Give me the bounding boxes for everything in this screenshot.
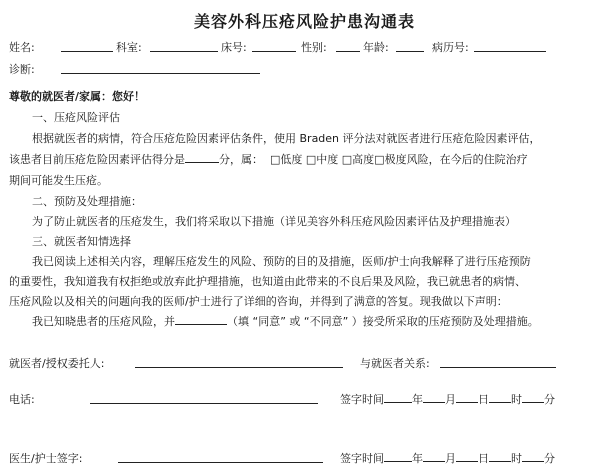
name-field[interactable] <box>61 51 113 52</box>
day-label: 日 <box>478 452 489 465</box>
year-label: 年 <box>412 393 423 406</box>
greeting: 尊敬的就医者/家属：您好！ <box>9 90 146 103</box>
gender-field[interactable] <box>336 51 360 52</box>
bed-field[interactable] <box>252 51 296 52</box>
section3-line1: 我已阅读上述相关内容，理解压疮发生的风险、预防的目的及措施，医师/护士向我解释了进行压疮预防 <box>32 255 531 268</box>
diagnosis-field[interactable] <box>61 73 260 74</box>
diagnosis-label: 诊断: <box>9 63 35 76</box>
score-suffix: 分，属： <box>219 153 263 166</box>
month-field[interactable] <box>423 391 445 403</box>
section3-line3: 压疮风险以及相关的问题向我的医师/护士进行了详细的咨询，并得到了满意的答复。现我做以下声明： <box>9 295 508 308</box>
section1-line3: 期间可能发生压疮。 <box>9 174 108 187</box>
gender-label: 性别: <box>301 41 327 54</box>
day-field[interactable] <box>456 391 478 403</box>
section1-heading: 一、压疮风险评估 <box>32 111 120 124</box>
sign-time-row-2 <box>340 450 555 466</box>
minute-label: 分 <box>544 452 555 465</box>
phone-field[interactable] <box>90 403 318 404</box>
day-label: 日 <box>478 393 489 406</box>
sign-time-label: 签字时间 <box>340 452 384 465</box>
section2-heading: 二、预防及处理措施： <box>32 195 142 208</box>
patient-signature-field[interactable] <box>135 367 343 368</box>
year-label: 年 <box>412 452 423 465</box>
consent-prefix: 我已知晓患者的压疮风险，并 <box>32 315 175 328</box>
month-label: 月 <box>445 393 456 406</box>
record-label: 病历号: <box>432 41 469 54</box>
patient-signature-label: 就医者/授权委托人: <box>9 357 105 370</box>
section1-line2 <box>9 151 528 167</box>
minute-field[interactable] <box>522 450 544 462</box>
relation-field[interactable] <box>440 367 556 368</box>
year-field[interactable] <box>384 450 412 462</box>
section3-consent-line <box>32 313 539 329</box>
score-prefix: 该患者目前压疮危险因素评估得分是 <box>9 153 185 166</box>
risk-options[interactable]: □低度 □中度 □高度□极度风险，在今后的住院治疗 <box>270 153 528 166</box>
hour-field[interactable] <box>489 450 511 462</box>
hour-label: 时 <box>511 393 522 406</box>
name-label: 姓名: <box>9 41 35 54</box>
year-field[interactable] <box>384 391 412 403</box>
record-field[interactable] <box>474 51 546 52</box>
section1-line1: 根据就医者的病情，符合压疮危险因素评估条件，使用 Braden 评分法对就医者进行压疮危险因素评估， <box>32 132 541 145</box>
month-label: 月 <box>445 452 456 465</box>
nurse-signature-label: 医生/护士签字: <box>9 452 83 465</box>
sign-time-row-1 <box>340 391 555 407</box>
bed-label: 床号: <box>221 41 247 54</box>
month-field[interactable] <box>423 450 445 462</box>
sign-time-label: 签字时间 <box>340 393 384 406</box>
page-title: 美容外科压疮风险护患沟通表 <box>193 12 415 31</box>
consent-suffix: （填 “同意” 或 “不同意” ）接受所采取的压疮预防及处理措施。 <box>227 315 539 328</box>
minute-field[interactable] <box>522 391 544 403</box>
score-field[interactable] <box>185 151 219 163</box>
relation-label: 与就医者关系: <box>360 357 430 370</box>
section3-line2: 的重要性，我知道我有权拒绝或放弃此护理措施，也知道由此带来的不良后果及风险，我已就患者的病情、 <box>9 275 526 288</box>
hour-label: 时 <box>511 452 522 465</box>
minute-label: 分 <box>544 393 555 406</box>
hour-field[interactable] <box>489 391 511 403</box>
phone-label: 电话: <box>9 393 35 406</box>
section3-heading: 三、就医者知情选择 <box>32 235 131 248</box>
section2-text: 为了防止就医者的压疮发生，我们将采取以下措施（详见美容外科压疮风险因素评估及护理措施表） <box>32 215 516 228</box>
age-label: 年龄: <box>363 41 389 54</box>
age-field[interactable] <box>396 51 424 52</box>
consent-field[interactable] <box>175 313 227 325</box>
dept-label: 科室: <box>116 41 142 54</box>
dept-field[interactable] <box>150 51 218 52</box>
nurse-signature-field[interactable] <box>118 462 323 463</box>
day-field[interactable] <box>456 450 478 462</box>
